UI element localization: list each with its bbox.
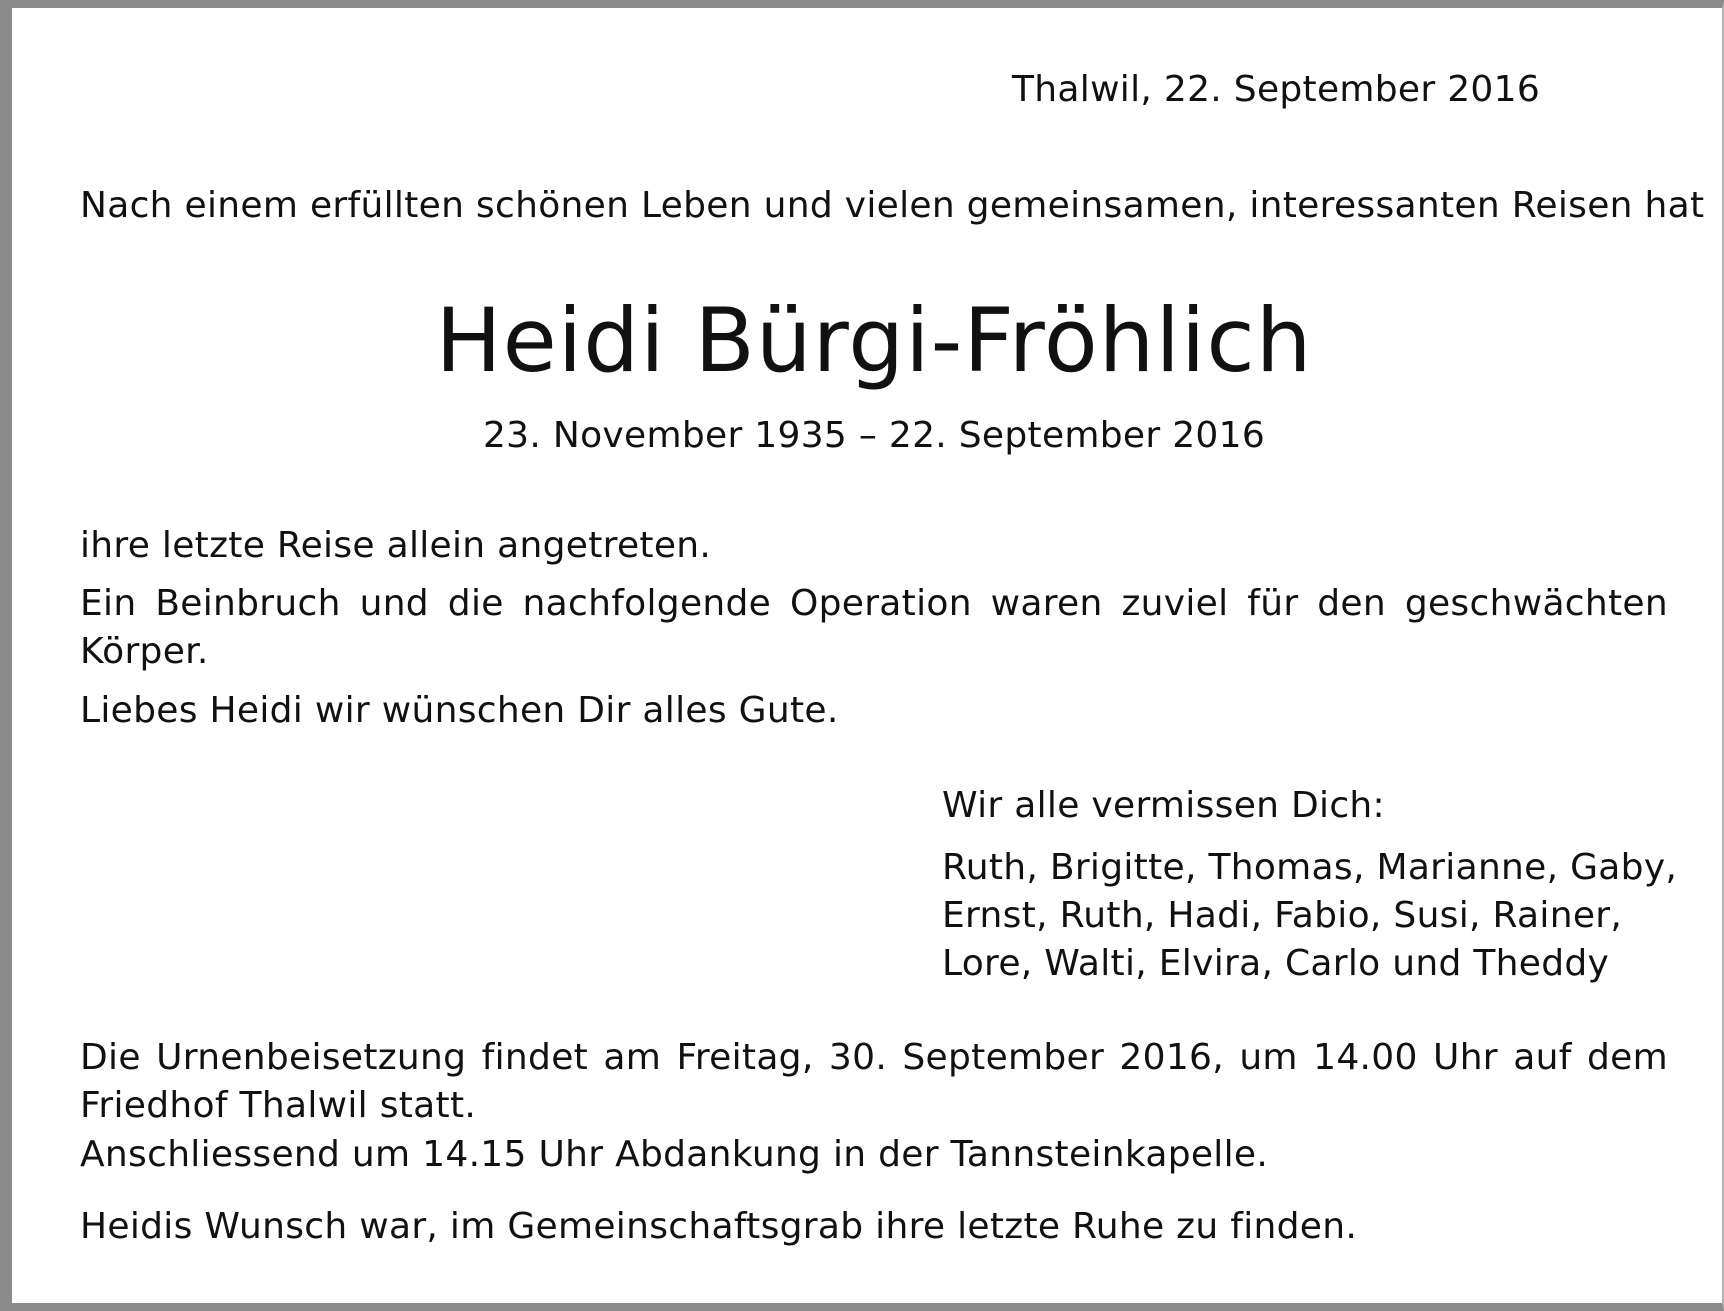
place-date: Thalwil, 22. September 2016: [1012, 69, 1541, 110]
intro-text: Nach einem erfüllten schönen Leben und vielen gemeinsamen, interessanten Reisen hat: [80, 185, 1705, 226]
deceased-name: Heidi Bürgi-Fröhlich: [435, 289, 1313, 392]
mourners-list: [942, 844, 1677, 988]
memorial-info: Anschliessend um 14.15 Uhr Abdankung in der Tannsteinkapelle.: [80, 1134, 1269, 1175]
mourners-line: Lore, Walti, Elvira, Carlo und Theddy: [942, 943, 1610, 984]
mourners-line: Ruth, Brigitte, Thomas, Marianne, Gaby,: [942, 847, 1678, 888]
burial-wish: Heidis Wunsch war, im Gemeinschaftsgrab ihre letzte Ruhe zu finden.: [80, 1206, 1358, 1247]
miss-you-line: Wir alle vermissen Dich:: [942, 785, 1385, 826]
paragraph-farewell: Liebes Heidi wir wünschen Dir alles Gute.: [80, 690, 839, 731]
funeral-info: Die Urnenbeisetzung findet am Freitag, 30. September 2016, um 14.00 Uhr auf dem Friedhof Thalwil statt.: [80, 1037, 1668, 1126]
mourners-line: Ernst, Ruth, Hadi, Fabio, Susi, Rainer,: [942, 895, 1623, 936]
paragraph-last-journey: ihre letzte Reise allein angetreten.: [80, 525, 712, 566]
paragraph-cause: Ein Beinbruch und die nachfolgende Operation waren zuviel für den geschwächten Körper.: [80, 583, 1668, 672]
life-dates: 23. November 1935 – 22. September 2016: [482, 415, 1266, 456]
